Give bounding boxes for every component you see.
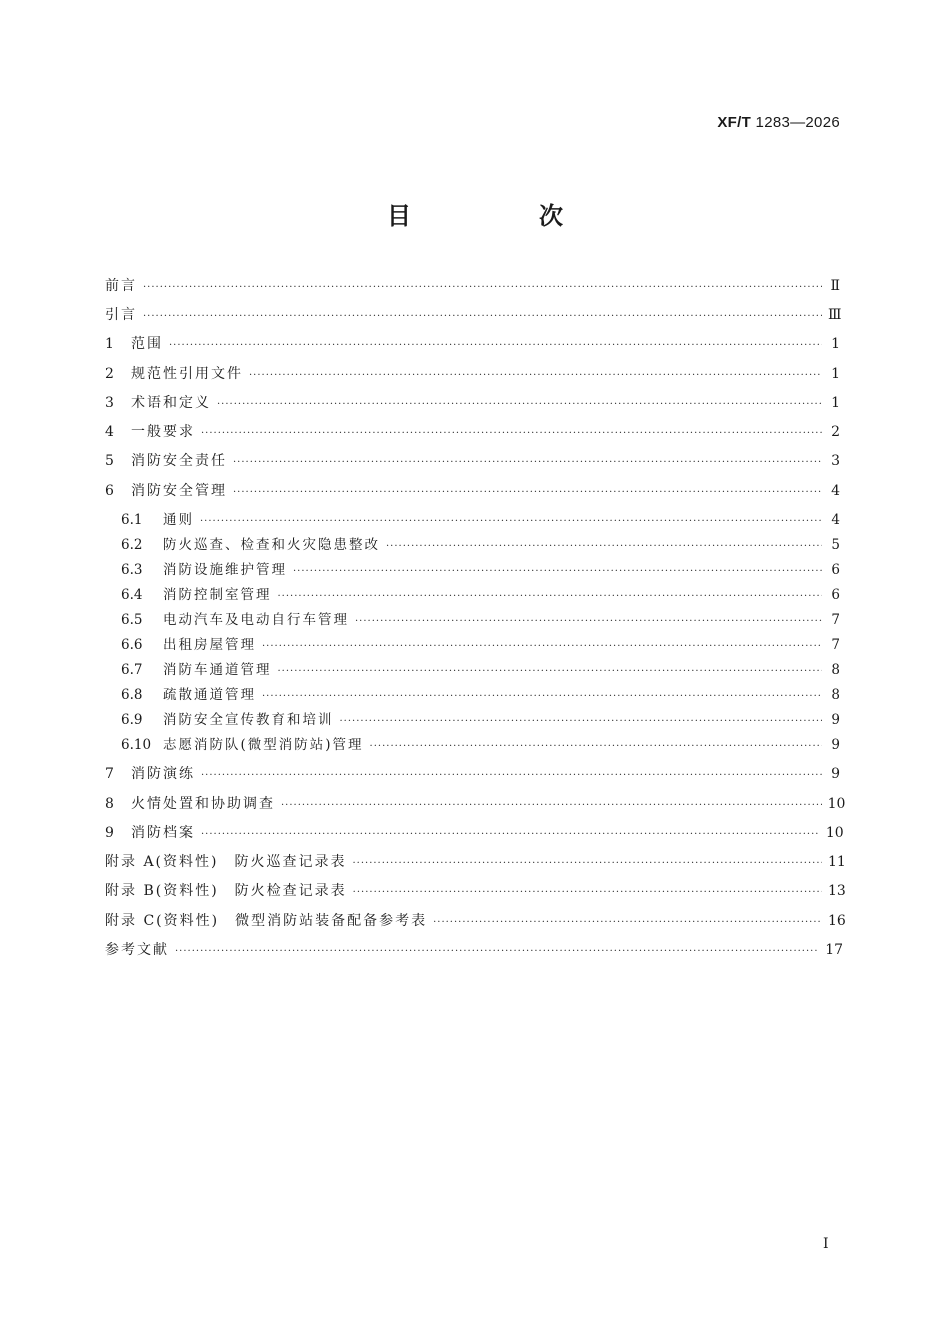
toc-entry-label: 疏散通道管理 xyxy=(163,687,256,703)
dot-leader xyxy=(217,394,822,416)
toc-entry-page: 1 xyxy=(831,366,840,382)
dot-leader xyxy=(278,586,823,608)
dot-leader xyxy=(352,853,822,875)
toc-entry-page: 7 xyxy=(831,637,840,653)
toc-entry[interactable] xyxy=(105,304,840,326)
toc-entry-number: 6.6 xyxy=(121,637,143,653)
toc-entry[interactable] xyxy=(105,363,840,385)
toc-entry-page: 5 xyxy=(831,537,840,553)
toc-entry-page: 7 xyxy=(831,612,840,628)
toc-entry[interactable] xyxy=(121,509,840,531)
toc-entry-number: 6.3 xyxy=(121,562,143,578)
toc-entry-label: 消防演练 xyxy=(131,766,195,782)
toc-entry-label: 消防安全宣传教育和培训 xyxy=(163,712,334,728)
toc-entry-label: 参考文献 xyxy=(105,942,169,958)
dot-leader xyxy=(281,795,822,817)
toc-entry-page: Ⅲ xyxy=(828,307,842,323)
toc-entry-number: 6.4 xyxy=(121,587,143,603)
toc-entry-label: 范围 xyxy=(131,336,163,352)
toc-entry[interactable] xyxy=(105,793,846,815)
dot-leader xyxy=(433,912,822,934)
toc-entry-page: 17 xyxy=(825,942,844,958)
toc-entry-label: 附录 B(资料性) 防火检查记录表 xyxy=(105,883,347,899)
toc-entry-number: 4 xyxy=(105,424,114,440)
dot-leader xyxy=(201,824,820,846)
toc-entry-label: 出租房屋管理 xyxy=(163,637,256,653)
toc-entry-label: 规范性引用文件 xyxy=(131,366,243,382)
standard-prefix: XF/T xyxy=(717,114,752,131)
toc-entry-number: 1 xyxy=(105,336,114,352)
page-title: 目 次 xyxy=(387,202,615,230)
toc-entry-label: 防火巡查、检查和火灾隐患整改 xyxy=(163,537,380,553)
toc-entry[interactable] xyxy=(121,534,840,556)
toc-entry-number: 9 xyxy=(105,825,114,841)
toc-entry[interactable] xyxy=(105,763,840,785)
toc-entry-label: 消防安全管理 xyxy=(131,483,227,499)
toc-entry[interactable] xyxy=(105,450,840,472)
toc-entry-label: 术语和定义 xyxy=(131,395,211,411)
toc-entry-number: 5 xyxy=(105,453,114,469)
dot-leader xyxy=(233,482,822,504)
dot-leader xyxy=(233,452,822,474)
dot-leader xyxy=(175,941,819,963)
dot-leader xyxy=(262,686,822,708)
dot-leader xyxy=(278,661,823,683)
toc-entry-page: 8 xyxy=(831,662,840,678)
toc-entry-number: 6.7 xyxy=(121,662,143,678)
toc-entry-page: 2 xyxy=(831,424,840,440)
toc-entry-page: 3 xyxy=(831,453,840,469)
toc-entry[interactable] xyxy=(121,659,840,681)
toc-entry-page: 4 xyxy=(831,512,840,528)
toc-entry-number: 6.2 xyxy=(121,537,143,553)
toc-entry-number: 6.9 xyxy=(121,712,143,728)
toc-entry-label: 火情处置和协助调查 xyxy=(131,796,275,812)
dot-leader xyxy=(355,611,822,633)
toc-entry-label: 消防档案 xyxy=(131,825,195,841)
toc-entry-number: 2 xyxy=(105,366,114,382)
toc-entry-number: 7 xyxy=(105,766,114,782)
toc-entry-number: 6.10 xyxy=(121,737,152,753)
dot-leader xyxy=(353,882,822,904)
toc-entry[interactable] xyxy=(105,421,840,443)
toc-entry-page: 13 xyxy=(828,883,846,899)
toc-entry-page: 10 xyxy=(825,825,844,841)
dot-leader xyxy=(249,365,822,387)
dot-leader xyxy=(143,277,822,299)
toc-entry-number: 3 xyxy=(105,395,114,411)
toc-entry[interactable] xyxy=(121,584,840,606)
dot-leader xyxy=(200,511,822,533)
toc-entry-label: 附录 A(资料性) 防火巡查记录表 xyxy=(105,854,347,870)
toc-entry[interactable] xyxy=(121,684,840,706)
toc-entry[interactable] xyxy=(105,822,844,844)
toc-entry-number: 6.8 xyxy=(121,687,143,703)
toc-entry-page: 4 xyxy=(831,483,840,499)
toc-entry[interactable] xyxy=(105,333,840,355)
toc-entry-label: 志愿消防队(微型消防站)管理 xyxy=(163,737,364,753)
toc-entry-page: Ⅱ xyxy=(830,278,840,294)
toc-entry-number: 8 xyxy=(105,796,114,812)
toc-entry-label: 电动汽车及电动自行车管理 xyxy=(163,612,349,628)
toc-entry-label: 通则 xyxy=(163,512,194,528)
dot-leader xyxy=(201,765,822,787)
toc-entry[interactable] xyxy=(121,609,840,631)
page-folio: Ⅰ xyxy=(823,1236,829,1252)
toc-entry-label: 消防安全责任 xyxy=(131,453,227,469)
toc-entry-page: 9 xyxy=(831,766,840,782)
toc-entry[interactable] xyxy=(121,709,840,731)
toc-entry[interactable] xyxy=(105,910,846,932)
toc-entry-page: 9 xyxy=(831,712,840,728)
dot-leader xyxy=(143,306,822,328)
toc-entry-page: 9 xyxy=(831,737,840,753)
toc-entry[interactable] xyxy=(105,275,840,297)
toc-entry-page: 10 xyxy=(827,796,846,812)
toc-entry-page: 8 xyxy=(831,687,840,703)
toc-entry-label: 消防控制室管理 xyxy=(163,587,272,603)
dot-leader xyxy=(169,335,822,357)
toc-entry-page: 6 xyxy=(831,587,840,603)
toc-entry-label: 消防车通道管理 xyxy=(163,662,272,678)
toc-entry-page: 1 xyxy=(831,395,840,411)
toc-entry-label: 前言 xyxy=(105,278,137,294)
toc-entry-page: 16 xyxy=(828,913,846,929)
toc-entry[interactable] xyxy=(105,851,846,873)
standard-number: 1283—2026 xyxy=(755,114,840,131)
toc-entry-page: 6 xyxy=(831,562,840,578)
dot-leader xyxy=(370,736,822,758)
toc-entry-label: 一般要求 xyxy=(131,424,195,440)
toc-entry[interactable] xyxy=(105,392,840,414)
toc-entry[interactable] xyxy=(121,559,840,581)
toc-entry-label: 消防设施维护管理 xyxy=(163,562,287,578)
dot-leader xyxy=(262,636,822,658)
toc-entry-page: 1 xyxy=(831,336,840,352)
toc-entry-number: 6.5 xyxy=(121,612,143,628)
toc-entry-number: 6.1 xyxy=(121,512,143,528)
toc-entry[interactable] xyxy=(105,480,840,502)
dot-leader xyxy=(340,711,823,733)
toc-entry[interactable] xyxy=(121,634,840,656)
toc-entry[interactable] xyxy=(121,734,840,756)
standard-code xyxy=(717,114,840,131)
toc-entry[interactable] xyxy=(105,880,846,902)
toc-entry-page: 11 xyxy=(828,854,846,870)
toc-entry-number: 6 xyxy=(105,483,114,499)
toc-entry-label: 引言 xyxy=(105,307,137,323)
dot-leader xyxy=(293,561,822,583)
toc-entry[interactable] xyxy=(105,939,844,961)
dot-leader xyxy=(386,536,822,558)
dot-leader xyxy=(201,423,822,445)
toc-entry-label: 附录 C(资料性) 微型消防站装备配备参考表 xyxy=(105,913,428,929)
